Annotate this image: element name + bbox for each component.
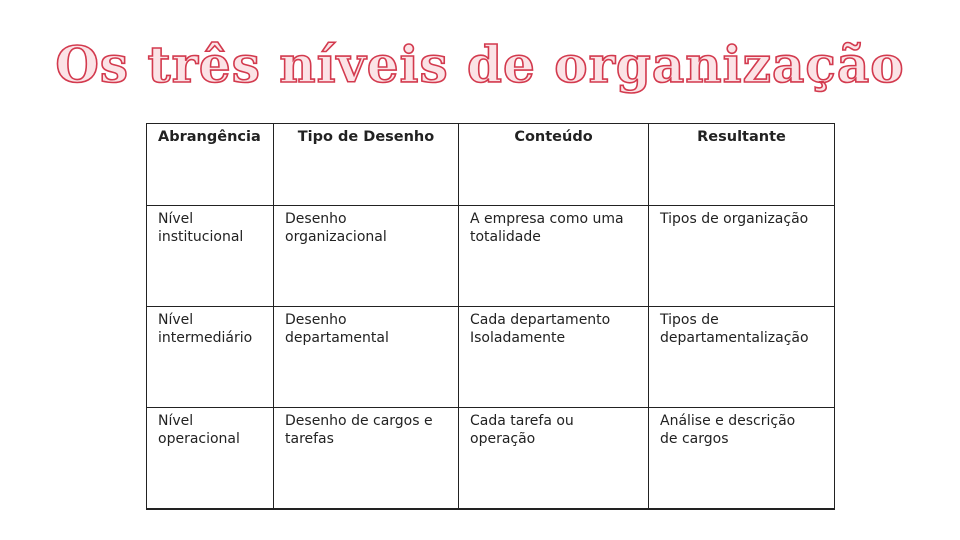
cell-line: Tipos de — [660, 312, 719, 328]
table-cell-abrangencia — [147, 206, 274, 307]
cell-line: departamental — [285, 330, 389, 346]
cell-line: intermediário — [158, 330, 253, 346]
cell-line: Isoladamente — [470, 330, 566, 346]
table-header-row — [147, 124, 835, 206]
cell-line: tarefas — [285, 431, 334, 447]
cell-line: Nível — [158, 413, 194, 429]
table-cell-resultante — [649, 408, 835, 509]
table-cell-conteudo — [459, 206, 649, 307]
cell-line: totalidade — [470, 229, 541, 245]
table-cell-resultante — [649, 206, 835, 307]
header-conteudo: Conteúdo — [459, 124, 649, 206]
table-cell-abrangencia — [147, 307, 274, 408]
cell-line: Desenho de cargos e — [285, 413, 433, 429]
cell-line: Cada tarefa ou — [470, 413, 574, 429]
table-cell-tipo — [274, 307, 459, 408]
table-row — [147, 307, 835, 408]
cell-line: Cada departamento — [470, 312, 611, 328]
cell-line: Desenho — [285, 211, 347, 227]
header-tipo-de-desenho: Tipo de Desenho — [274, 124, 459, 206]
header-resultante: Resultante — [649, 124, 835, 206]
table-cell-conteudo — [459, 307, 649, 408]
cell-line: departamentalização — [660, 330, 809, 346]
table-cell-tipo — [274, 408, 459, 509]
cell-line: Tipos de organização — [660, 211, 809, 227]
table-cell-resultante — [649, 307, 835, 408]
cell-line: Nível — [158, 312, 194, 328]
table-row — [147, 206, 835, 307]
cell-line: organizacional — [285, 229, 387, 245]
cell-line: operação — [470, 431, 536, 447]
table-cell-abrangencia — [147, 408, 274, 509]
table-row — [147, 408, 835, 509]
cell-line: Análise e descrição — [660, 413, 796, 429]
table-cell-conteudo — [459, 408, 649, 509]
cell-line: institucional — [158, 229, 244, 245]
organization-levels-table — [146, 123, 834, 510]
cell-line: de cargos — [660, 431, 729, 447]
slide-title: Os três níveis de organização — [55, 35, 905, 94]
table-cell-tipo — [274, 206, 459, 307]
cell-line: Nível — [158, 211, 194, 227]
cell-line: A empresa como uma — [470, 211, 624, 227]
cell-line: operacional — [158, 431, 240, 447]
header-abrangencia: Abrangência — [147, 124, 274, 206]
cell-line: Desenho — [285, 312, 347, 328]
